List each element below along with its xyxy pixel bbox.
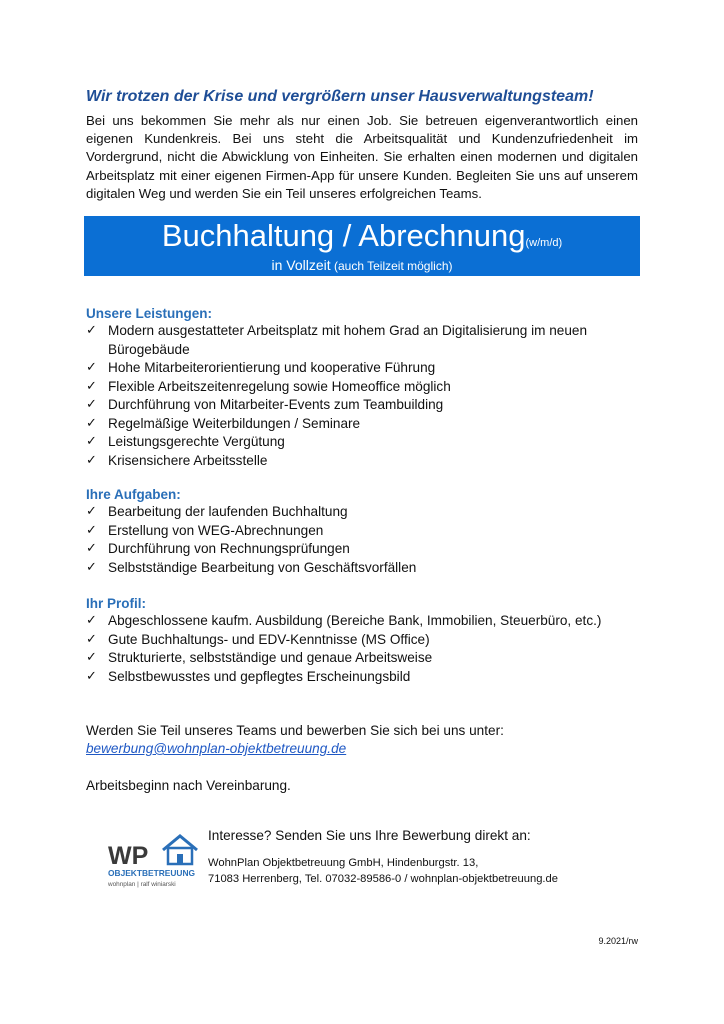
intro-paragraph: Bei uns bekommen Sie mehr als nur einen Job. Sie betreuen eigenverantwortlich einen eigenen Kundenkreis. Bei uns steht die Arbeitsqualität und Kundenzufriedenheit im Vordergrund, nicht die Abwicklung von Einheiten. Sie erhalten einen modernen und digitalen Arbeitsplatz mit einer eigenen Firmen-App für unsere Kunden. Begleiten Sie uns auf unserem digitalen Weg und werden Sie ein Teil unseres erfolgreichen Teams.	[86, 113, 638, 201]
list-item-text: Durchführung von Rechnungsprüfungen	[108, 541, 350, 556]
job-title-banner	[84, 216, 640, 276]
section-title-leistungen: Unsere Leistungen:	[86, 306, 213, 321]
check-icon: ✓	[86, 434, 97, 449]
check-icon: ✓	[86, 541, 97, 556]
job-subtitle	[84, 257, 640, 274]
list-item	[86, 649, 626, 668]
list-item-text: Abgeschlossene kaufm. Ausbildung (Bereiche Bank, Immobilien, Steuerbüro, etc.)	[108, 613, 602, 628]
list-item	[86, 668, 626, 687]
email-line	[86, 740, 346, 759]
headline: Wir trotzen der Krise und vergrößern unser Hausverwaltungsteam!	[86, 88, 594, 105]
list-item-text: Modern ausgestatteter Arbeitsplatz mit hohem Grad an Digitalisierung im neuen Bürogebäude	[108, 323, 588, 357]
section-title-profil: Ihr Profil:	[86, 596, 146, 611]
list-item-text: Selbstbewusstes und gepflegtes Erscheinungsbild	[108, 668, 411, 684]
list-item	[86, 452, 626, 471]
list-aufgaben	[86, 503, 626, 577]
logo-mark: WP	[108, 842, 149, 870]
list-item	[86, 540, 626, 559]
job-title-text: Buchhaltung / Abrechnung	[161, 218, 526, 253]
list-item-text: Hohe Mitarbeiterorientierung und kooperative Führung	[108, 360, 436, 375]
list-item	[86, 433, 626, 452]
list-item-text: Flexible Arbeitszeitenregelung sowie Homeoffice möglich	[108, 378, 451, 394]
check-icon: ✓	[86, 522, 97, 538]
check-icon: ✓	[86, 504, 97, 519]
list-item	[86, 559, 626, 578]
list-item-text: Krisensichere Arbeitsstelle	[108, 452, 268, 468]
check-icon: ✓	[86, 559, 97, 575]
check-icon: ✓	[86, 397, 97, 412]
check-icon: ✓	[86, 452, 97, 468]
list-item	[86, 378, 626, 397]
check-icon: ✓	[86, 650, 97, 665]
list-item	[86, 322, 626, 359]
list-item-text: Strukturierte, selbstständige und genaue Arbeitsweise	[108, 650, 433, 665]
list-item-text: Regelmäßige Weiterbildungen / Seminare	[108, 415, 361, 431]
list-profil	[86, 612, 626, 686]
list-item	[86, 503, 626, 522]
logo-graphic	[106, 828, 202, 894]
list-item	[86, 631, 626, 650]
house-icon	[163, 836, 197, 864]
job-title-suffix: (w/m/d)	[525, 237, 563, 249]
list-item	[86, 359, 626, 378]
contact-address: WohnPlan Objektbetreuung GmbH, Hindenburgstr. 13,	[208, 857, 479, 869]
check-icon: ✓	[86, 415, 97, 431]
list-item-text: Leistungsgerechte Vergütung	[108, 434, 285, 449]
company-logo	[106, 828, 202, 894]
check-icon: ✓	[86, 631, 97, 647]
logo-line2: wohnplan | ralf winiarski	[108, 881, 176, 888]
check-icon: ✓	[86, 613, 97, 628]
section-title-aufgaben: Ihre Aufgaben:	[86, 487, 181, 502]
list-item-text: Bearbeitung der laufenden Buchhaltung	[108, 504, 348, 519]
list-item	[86, 522, 626, 541]
list-item-text: Selbstständige Bearbeitung von Geschäftsvorfällen	[108, 559, 417, 575]
apply-text: Werden Sie Teil unseres Teams und bewerben Sie sich bei uns unter:	[86, 723, 504, 738]
list-item	[86, 396, 626, 415]
list-item	[86, 415, 626, 434]
job-subtitle-text: in Vollzeit	[271, 257, 331, 273]
check-icon: ✓	[86, 360, 97, 375]
check-icon: ✓	[86, 668, 97, 684]
check-icon: ✓	[86, 323, 97, 338]
check-icon: ✓	[86, 378, 97, 394]
contact-heading: Interesse? Senden Sie uns Ihre Bewerbung direkt an:	[208, 828, 531, 843]
job-subtitle-suffix: (auch Teilzeit möglich)	[330, 259, 453, 273]
list-item-text: Erstellung von WEG-Abrechnungen	[108, 522, 324, 538]
list-item	[86, 612, 626, 631]
contact-phone-web: 71083 Herrenberg, Tel. 07032-89586-0 / wohnplan-objektbetreuung.de	[208, 873, 558, 885]
start-text: Arbeitsbeginn nach Vereinbarung.	[86, 778, 291, 793]
job-title	[84, 218, 640, 261]
list-leistungen	[86, 322, 626, 470]
footer-code: 9.2021/rw	[598, 936, 638, 946]
list-item-text: Durchführung von Mitarbeiter-Events zum Teambuilding	[108, 397, 444, 412]
logo-line1: OBJEKTBETREUUNG	[108, 868, 196, 878]
list-item-text: Gute Buchhaltungs- und EDV-Kenntnisse (MS Office)	[108, 631, 430, 647]
email-link[interactable]: bewerbung@wohnplan-objektbetreuung.de	[86, 741, 347, 756]
